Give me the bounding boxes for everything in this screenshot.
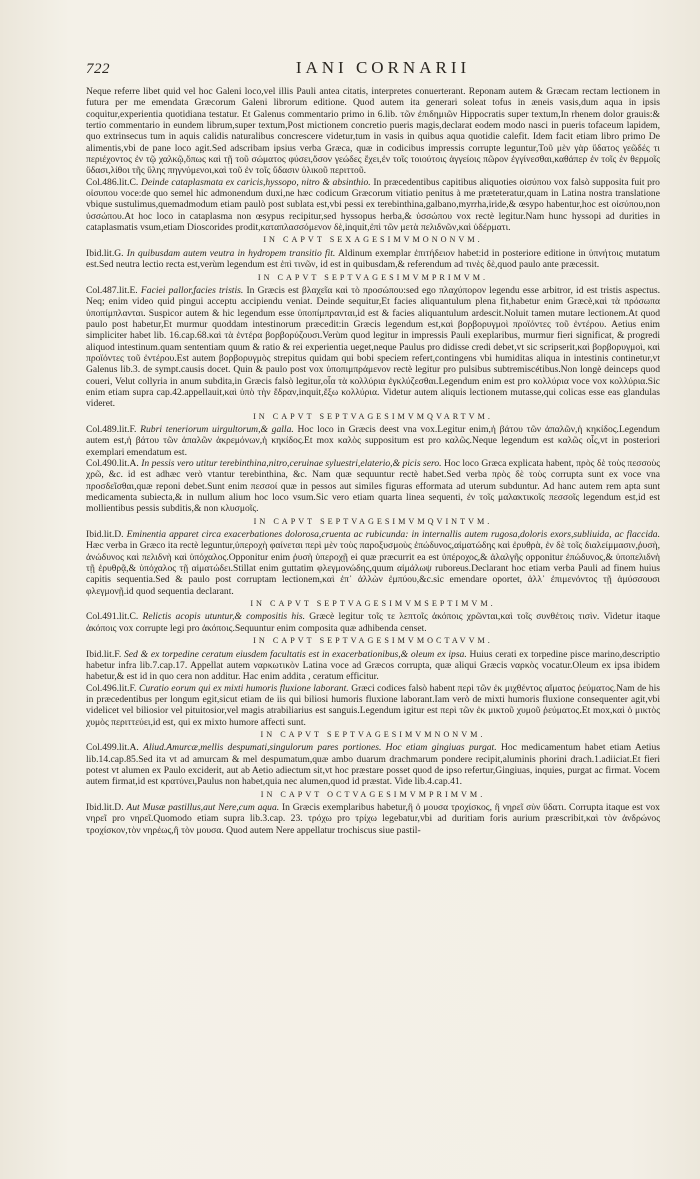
running-head [86, 58, 656, 78]
column-reference: Col.490.lit.A. [86, 458, 139, 469]
paragraph [86, 649, 660, 683]
page-number: 722 [86, 61, 110, 77]
lemma-quotation: Deinde cataplasmata ex caricis,hyssopo, nitro & absinthio. [140, 176, 371, 188]
lemma-quotation: Aut Musæ pastillus,aut Nere,cum aqua. [126, 801, 280, 813]
column-reference: Ibid.lit.D. [86, 801, 124, 813]
column-reference: Col.496.lit.F. [86, 682, 137, 694]
paragraph [86, 424, 660, 458]
column-reference: Ibid.lit.D. [86, 529, 124, 541]
lemma-quotation: In pessis vero utitur terebinthina,nitro,ceruinae syluestri,elaterio,& picis sero. [141, 458, 442, 469]
commentary-text: In præcedentibus capitibus aliquoties οἰσύπου vox falsò supposita fuit pro οἰσυπου voce:de quo semel hic admonendum duxi,ne hæc codicum Græcorum vitiatio penitus à me præteteratur,quam in Latina nostra translatione vbique sustulimus,quemadmodum etiam paulò post sublata est,vbi pessi ex terebinthina,galbano,myrrha,iride,& œsypo habentur,hoc est οἰσύπου,non ὑσσώπου.At hoc loco in cataplasma non œsypus recipitur,sed hyssopus herba,& ὑσσώπου vox rectè legitur.Nam hunc hyssopi ad durities in cataplasmatis vsum,etiam Dioscorides prodit,καταπλασσόμενον δὲ,inquit,ἐπὶ τῶν μετὰ πελιδνῶν,καὶ ὑδέρματι. [86, 176, 660, 234]
paragraph [86, 458, 660, 515]
column-reference: Col.499.lit.A. [86, 742, 139, 754]
paragraph [86, 529, 660, 597]
paragraph [86, 248, 660, 271]
column-reference: Col.487.lit.E. [86, 284, 138, 296]
section-heading: IN CAPVT SEPTVAGESIMVMQVARTVM. [253, 411, 493, 421]
paragraph [86, 285, 660, 410]
column-reference: Ibid.lit.F. [86, 648, 122, 660]
section-heading: IN CAPVT SEXAGESIMVMONONVM. [263, 235, 483, 245]
commentary-text: Græcè legitur τοῖς τε λεπτοῖς ἀκόποις χρῶνται,καὶ τοῖς συνθέτοις τισὶν. Videtur itaque ἀκόποις vox corrupte legi pro ἀκόποις.Sequuntur enim composita quæ adhibenda censet. [86, 611, 660, 634]
column-reference: Col.486.lit.C. [86, 176, 139, 188]
lemma-quotation: Eminentia apparet circa exacerbationes dolorosa,cruenta ac rubicunda: in internallis autem rugosa,doloris exors,subliuida, ac flaccida. [126, 529, 660, 541]
section-heading: IN CAPVT SEPTVAGESIMVMPRIMVM. [257, 272, 489, 282]
section-heading: IN CAPVT SEPTVAGESIMVMNONVM. [260, 729, 486, 739]
commentary-text: Hoc loco in Græcis deest vna vox.Legitur enim,ἡ βάτου τῶν ἁπαλῶν,ἡ κηκίδος.Legendum autem est,ἡ βάτου τῶν ἁπαλῶν ἀκρεμόνων,ἡ κηκίδος.Et mox καλὸς suppositum est pro καλῶς.Neque legendum est καλῶς οἷς,vt in posteriori exemplari emendatum est. [86, 423, 660, 458]
commentary-text: In Græcis exemplaribus habetur,ἢ ὁ μουσα τροχίσκος, ἢ νηρεῖ σὺν ὕδατι. Corrupta itaque est vox νηρεῖ pro νηρεῖ.Quomodo etiam supra lib.3.cap. 23. τρόχω pro τρίχω legebatur,vbi ad duritiam foris aurium præscribit,καὶ τὸν ἀνδρώνος τροχίσκον,τὸν νηρέως,ἢ τὸν μουσα. Quod autem Nere appellatur trochiscus siue pastil- [86, 801, 660, 836]
commentary-text: Græci codices falsò habent περὶ τῶν ἐκ μιχθέντος αἵματος ῥεύματος.Nam de his in præcedentibus per longum egit,sicut etiam de iis qui biliosi humoris fluxione laborant.Iam verò de mixti humoris fluxione consequenter agit,vbi videlicet vel biliosior vel pituitosior,vel magis atrabiliarius est sanguis.Legendum igitur est περὶ τῶν ἐκ μικτοῦ χυμοῦ ῥεύματος.Et mox,καὶ ὁ μικτὸς χυμὸς περιττεύει,id est, qui ex mixto humore affecti sunt. [86, 682, 660, 728]
paragraph [86, 742, 660, 787]
section-heading: IN CAPVT SEPTVAGESIMVMOCTAVVM. [253, 636, 493, 646]
section-heading: IN CAPVT SEPTVAGESIMVMSEPTIMVM. [250, 599, 496, 609]
lemma-quotation: Curatio eorum qui ex mixti humoris fluxione laborant. [138, 682, 349, 694]
lemma-quotation: In quibusdam autem veutra in hydropem transitio fit. [126, 247, 336, 259]
lemma-quotation: Sed & ex torpedine ceratum eiusdem facultatis est in exacerbationibus,& oleum ex ipsa. [123, 648, 467, 660]
paragraph [86, 683, 660, 728]
section-heading: IN CAPVT OCTVAGESIMVMPRIMVM. [260, 789, 486, 799]
commentary-text: Hæc verba in Græco ita rectè leguntur,ὑπεροχὴ φαίνεται περὶ μὲν τοὺς παροξυσμοὺς ἐπώδυνος,αἱματώδης καὶ ἐρυθρὰ, ἐν δὲ τοῖς διαλείμμασιν,ῥυσὴ, ἀνώδυνος καὶ πελιδνὴ καὶ ὑπόχαλος.Opponitur enim ῥυσὴ ὑπεροχῇ ei quæ præcurrit ea est ὑπέροχος,& ἀλαλγῆς opponitur ἐπώδυνος,& ὑποπελιδνὴ τῇ ἐρυθρᾷ,& ὑπόχαλος τῇ αἱματώδει.Stillat enim guttatim φλεγμονώδης,quum αἱμάλωψ ruboreus.Declarant hoc etiam verba Pauli ad finem huius capitis sequentia.Sed & paulo post corruptam lectionem,καὶ ἐπ᾽ ἀλλὼν ἐμπύου,&c.sic emendare oportet, ἀλλ᾽ ἐπιμενόντος τῇ ἀμύσσουσι φλεγμονῇ.id quod sequentia declarant. [86, 540, 660, 597]
lemma-quotation: Rubri teneriorum uirgultorum,& galla. [140, 423, 294, 435]
commentary-text: Hoc medicamentum habet etiam Aetius lib.14.cap.85.Sed ita vt ad amurcam & mel despumatum,quæ ambo duarum drachmarum pondere recipit,aluminis phorini drach.1.adiiciat.Et fieri potest vt alumen ex Paulo exciderit, aut ab Aetio adiectum sit,vt hoc præstare posset quod de ipso refertur,Gingiuas, inquies, purgat ac firmat. Vocem autem firmat,id est κρατύνει,Paulus non habet,quia nec alumen,quod id præstat. Vide lib.4.cap.41. [86, 742, 660, 788]
commentary-text: Aldinum exemplar ἐπιτήδειον habet:id in posteriore editione in ὑπνήτοις mutatum est.Sed neutra lectio recta est,verùm legendum est ἐπὶ τινῶν, id est in quibusdam,& referendum ad τινὲς δὲ,quod paulo ante præcessit. [86, 247, 660, 271]
paragraph [86, 177, 660, 234]
lemma-quotation: Faciei pallor,facies tristis. [140, 284, 244, 296]
paragraph [86, 86, 660, 177]
commentary-text: Huius cerati ex torpedine pisce marino,descriptio habetur infra lib.7.cap.17. Appellat autem ναρκωτικὸν Latina voce ad Græcos corrupta, quæ aliqui Græcis ναρκὸς vocatur.Oleum ex ipsa ibidem habetur,& est id in quo cera non additur. Hac enim addita , ceratum efficitur. [86, 648, 660, 683]
body-text [86, 86, 660, 836]
lemma-quotation: Aliud.Amurcæ,mellis despumati,singulorum pares portiones. Hoc etiam gingiuas purgat. [143, 742, 497, 754]
column-reference: Col.489.lit.F. [86, 423, 137, 435]
column-reference: Col.491.lit.C. [86, 611, 139, 623]
running-title: IANI CORNARII [295, 58, 471, 77]
commentary-text: Neque referre libet quid vel hoc Galeni loco,vel illis Pauli antea citatis, interpretes conuerterant. Reponam autem & Græcam rectam lectionem in futura per me emendata Græcorum Galeni librorum editione. Quod autem ita generari soleat tofus in æneis vasis,dum aqua in ipsis coquitur,experientia quotidiana testatur. Et Galenus commentario primo in 6.lib. τῶν ἐπιδημιῶν Hippocratis super textum,In rhenem dolor grauis:& tertio commentario in eundem librum,super textum,Post mictionem concretio pueris magis,declarat eodem modo nasci in pueris tofaceum lapidem, quo extrinsecus tum in aquis calidis naturalibus concrescere videtur,tum in vasis in quibus aqua quotidie calefit. Idem facit etiam libro primo De alimentis,vbi de pane loco agit.Sed adscribam ipsius verba Græca, quæ in codicibus impressis corrupte leguntur,Τοῦ μὲν γὰρ ὕδατος γεῶδές τι περιέχοντος ἐν τῷ χαλκῷ,ὅπως καὶ τῇ τοῦ σώματος φύσει,ὅσον γεώδες ἔχει,ἐν τοῖς τοιούτοις ἀγγείοις πῶρον ἐγγίνεσθαι,καθάπερ ἐν τοῖς ἐν θερμοῖς ὕδασι,λίθοι τῆς ὕλης πηγνύμενοι,καὶ τοῦ ἐν τοῖς ὕδασιν ὑλικοῦ περιττοῦ. [86, 86, 660, 177]
section-heading: IN CAPVT SEPTVAGESIMVMQVINTVM. [253, 516, 493, 526]
paragraph [86, 802, 660, 836]
column-reference: Ibid.lit.G. [86, 247, 124, 259]
paragraph [86, 611, 660, 634]
commentary-text: Hoc loco Græca explicata habent, πρὸς δὲ τοὺς πεσσοὺς χρῶ, &c. id est adhæc verò vtantur terebinthina, &c. Nam quæ sequuntur rectè habet.Sed verba πρὸς δὲ τοὺς corrupta sunt ex voce vna προσδεῖσθαι,quæ reponi debet.Sunt enim πεσσοί quæ in pessos aut similes figuras efformata ad uterum subduntur. Ad hanc autem rem apta sunt medicamenta subiecta,& in nullum alium hoc loco vsum.Sic vero etiam quarta linea sequenti, ἐν τοῖς μαλακτικοῖς πεσσοῖς legendum est,id est mollientibus pessis subditis,& non κλυσμοῖς. [86, 458, 660, 515]
commentary-text: In Græcis est βλαχεῖα καὶ τὸ προσώπου:sed ego πλαχύπορον legendu esse arbitror, id est tristis aspectus. Neq; enim video quid pingui acceptu accipiendu veniat. Deinde sequitur,Et facies aliquantulum plena fit,habetur enim Græcè,καὶ τὰ πρόσωπα ὑποπίμπλανται. Suspicor autem & hic legendum esse ὑποπίμπρανται,id est & facies aliquantulum ardescit.Noluit tamen mutare lectionem.At quod paulo post habetur,Et murmur quoddam intestinorum præcedit:in Græcis legendum est,καὶ βορβορυγμοὶ προϊόντες τοῦ ἐντέρου. Aetius enim simpliciter habet lib. 16.cap.68.καὶ τὰ ἐντέρα βορβορύζουσι.Verùm quod legitur in impressis Pauli exeplaribus, murmur fieri significat, & progredi aliquod intestinum.quam sententiam quum & ratio & rei experientia ueget,neque Paulus pro didisse credi debet,vt sic scripserit,καὶ βορβορυγμοὶ, καὶ προϊόντες τοῦ ἐντέρου.Est autem βορβορυγμὸς strepitus quidam qui bobi speciem refert,contingens vbi humiditas aliqua in intestinis continetur,vt Galenus lib.3. de sympt.causis docet. Quin & paulo post vox ὑποπιμπράμενον rectè legitur pro pulsibus subtremiscétibus.Non longè deinceps quod coueri, Velut collyria in anum subdita,in Græcis falsò legitur,οἷα τὰ κολλύρια ἐγκλύζεσθαι.Legendum enim est pro κολλύρια voce vox κολλύρια.Sic enim etiam supra cap.42.appellauit,καὶ ὑπὸ τὴν ἕδραν,inquit,ἔξω κολλύρια. Videtur autem aliquis lectionem mutasse,qui colicas esse eas glandulas videret. [86, 284, 661, 410]
lemma-quotation: Relictis acopis utuntur,& compositis his. [142, 611, 305, 623]
